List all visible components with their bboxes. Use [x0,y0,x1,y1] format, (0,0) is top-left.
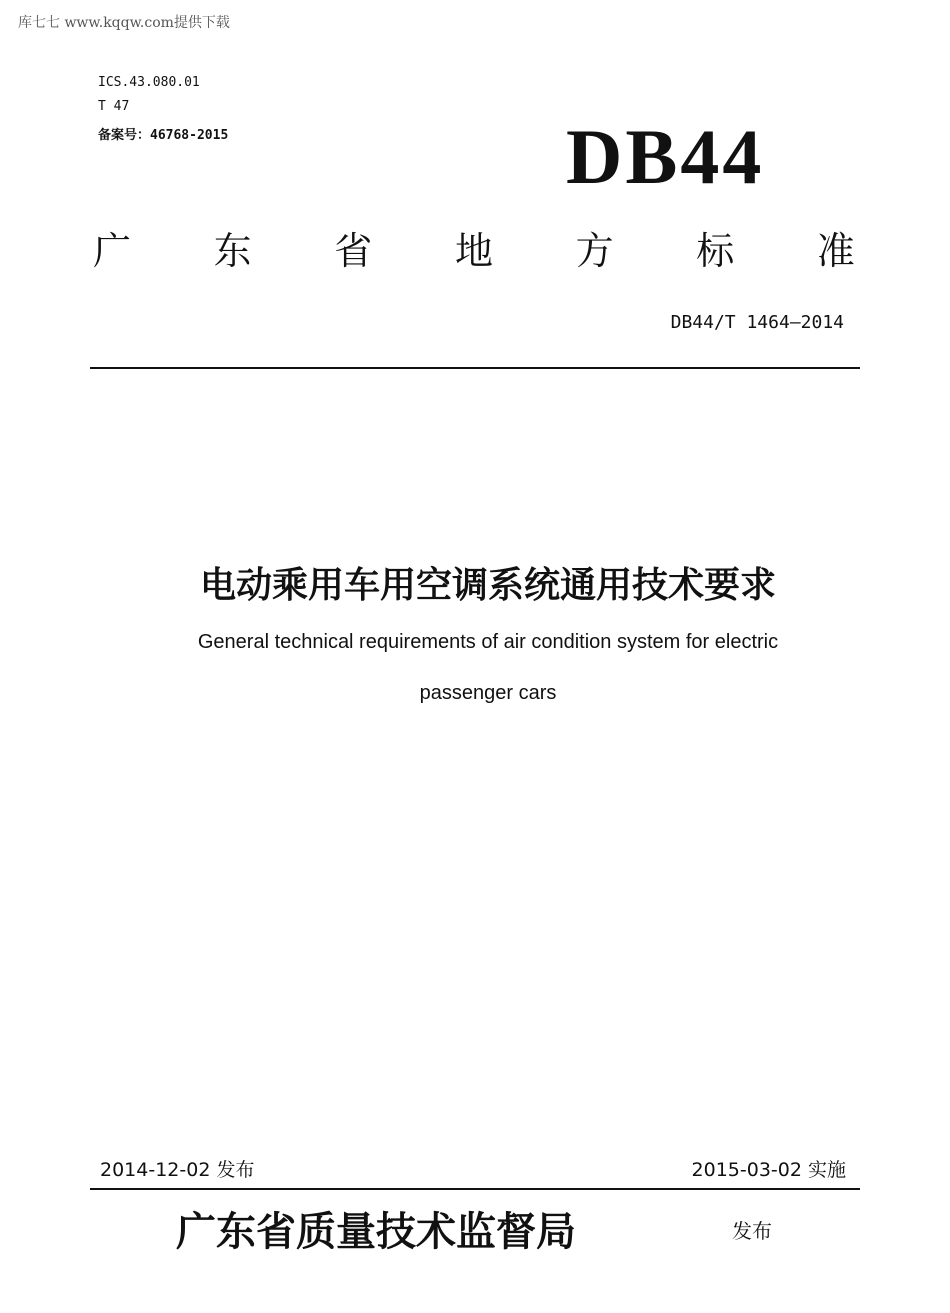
document-title-en-line2: passenger cars [419,682,557,704]
standard-number: DB44/T 1464—2014 [670,312,844,333]
document-title-en-line1: General technical requirements of air condition system for electric [197,631,779,653]
standard-code-logo: DB44 [566,113,765,200]
document-title-cn: 电动乘用车用空调系统通用技术要求 [199,565,776,606]
publish-date: 2014-12-02 发布 [100,1159,255,1181]
standard-type-heading [92,220,856,275]
issuer-name: 广东省质量技术监督局 [176,1208,576,1255]
standard-type-char: 地 [454,229,493,273]
classification-code: T 47 [98,99,130,114]
watermark-text: 库七七 www.kqqw.com提供下载 [18,15,230,31]
standard-type-char: 广 [92,229,131,273]
standard-type-char: 东 [213,229,252,273]
standard-type-char: 准 [816,229,855,273]
issuer-suffix: 发布 [732,1219,772,1243]
standard-type-char: 标 [696,229,735,273]
top-divider [90,367,860,369]
bottom-divider [90,1188,860,1190]
standard-type-char: 省 [334,229,373,273]
record-number: 备案号：46768-2015 [98,128,229,143]
standard-type-char: 方 [575,229,614,273]
implement-date: 2015-03-02 实施 [691,1159,846,1181]
ics-code: ICS.43.080.01 [98,75,200,90]
